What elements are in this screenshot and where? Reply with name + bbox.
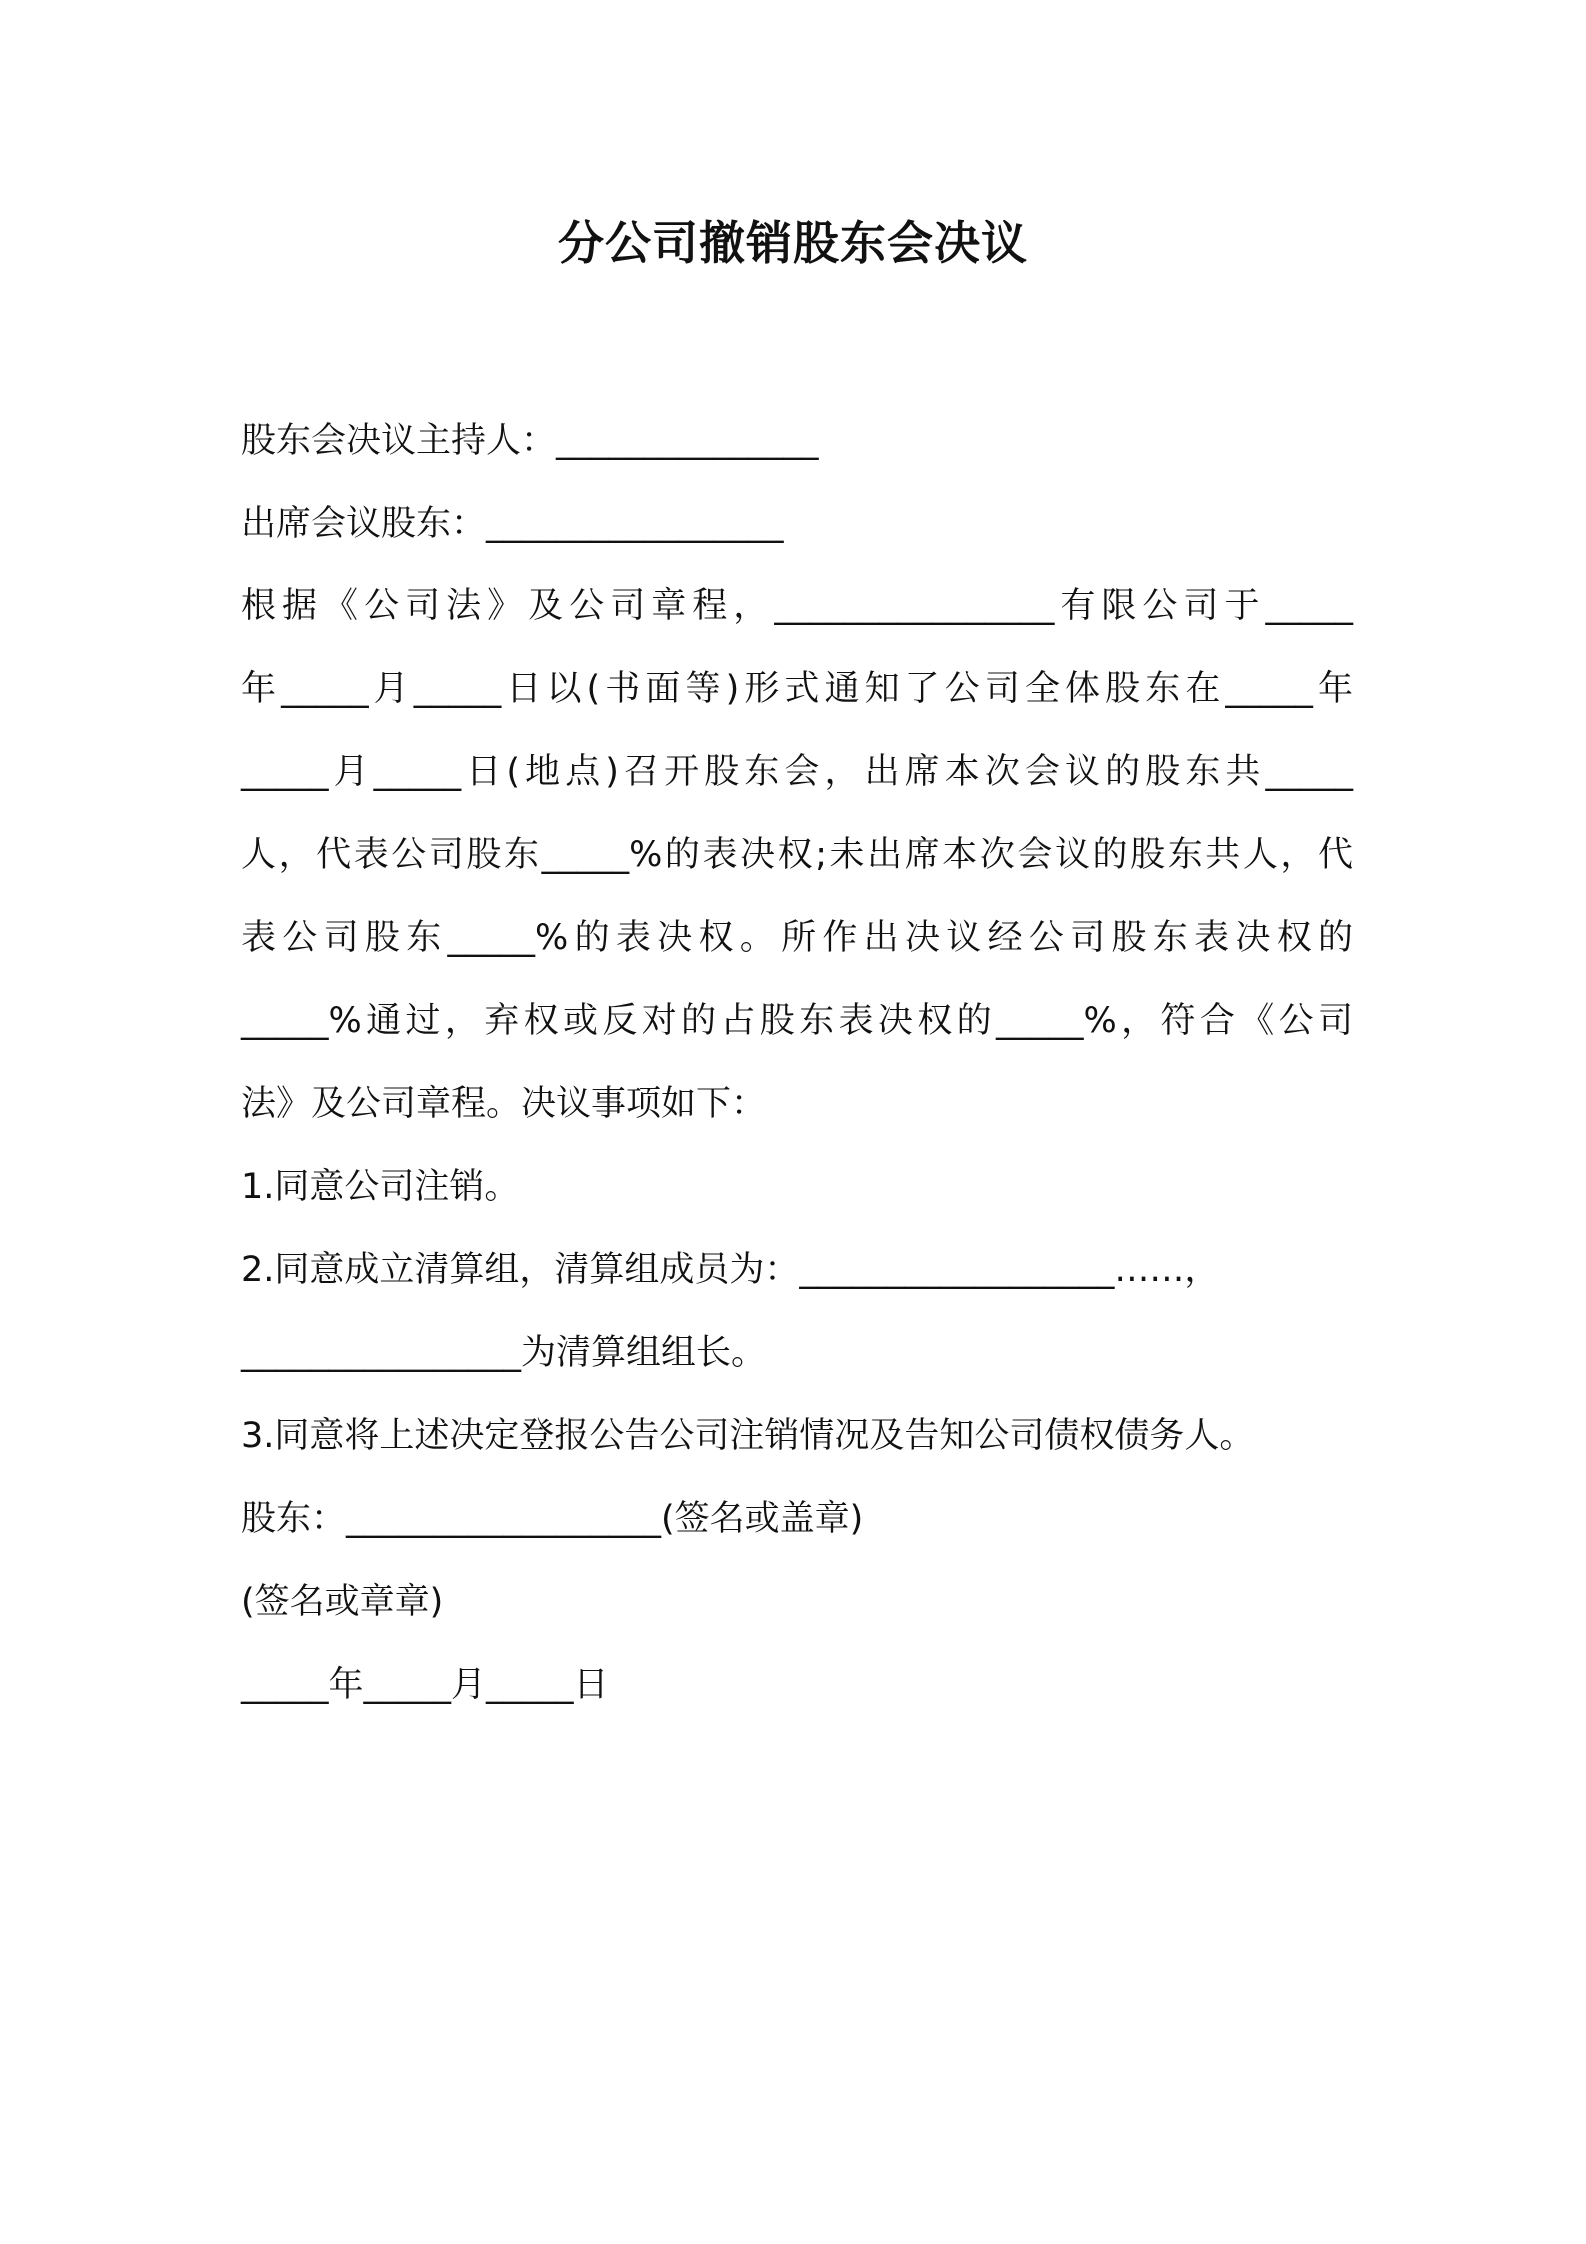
paragraph-line-5: 表公司股东_____%的表决权。所作出决议经公司股东表决权的: [241, 918, 1353, 958]
resolution-item-3: 3.同意将上述决定登报公告公司注销情况及告知公司债权债务人。: [241, 1416, 1255, 1456]
paragraph-line-7: 法》及公司章程。决议事项如下：: [241, 1084, 767, 1124]
line-attendees: 出席会议股东：_________________: [241, 504, 784, 544]
paragraph-line-6: _____%通过，弃权或反对的占股东表决权的_____%，符合《公司: [241, 1001, 1353, 1041]
paragraph-line-3: _____月_____日(地点)召开股东会，出席本次会议的股东共_____: [241, 752, 1353, 792]
document-title: 分公司撤销股东会决议: [558, 216, 1028, 270]
resolution-item-2: 2.同意成立清算组，清算组成员为：__________________……，: [241, 1250, 1220, 1290]
paragraph-line-1: 根据《公司法》及公司章程，________________有限公司于_____: [241, 586, 1353, 626]
paragraph-line-2: 年_____月_____日以(书面等)形式通知了公司全体股东在_____年: [241, 669, 1353, 709]
date-line: _____年_____月_____日: [241, 1665, 609, 1705]
shareholder-signature-line: 股东：__________________(签名或盖章): [241, 1499, 864, 1539]
line-host: 股东会决议主持人：_______________: [241, 421, 819, 461]
resolution-item-1: 1.同意公司注销。: [241, 1167, 520, 1207]
signature-note: (签名或章章): [241, 1582, 444, 1622]
resolution-item-2-cont: ________________为清算组组长。: [241, 1333, 767, 1373]
paragraph-line-4: 人，代表公司股东_____%的表决权;未出席本次会议的股东共人，代: [241, 835, 1353, 875]
